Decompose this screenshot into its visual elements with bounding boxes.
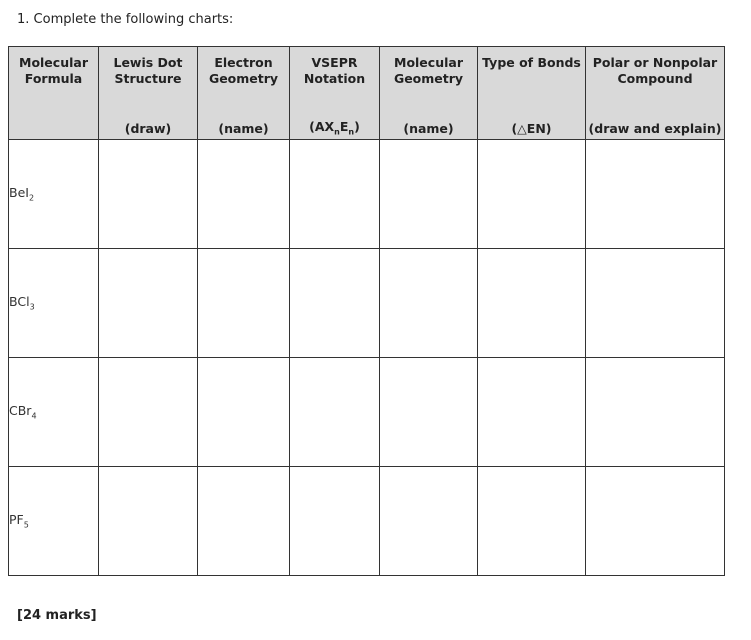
answer-cell[interactable] bbox=[198, 467, 290, 576]
answer-cell[interactable] bbox=[198, 140, 290, 249]
answer-cell[interactable] bbox=[290, 249, 380, 358]
table-row bbox=[9, 249, 725, 358]
answer-cell[interactable] bbox=[478, 249, 586, 358]
answer-cell[interactable] bbox=[99, 249, 198, 358]
answer-cell[interactable] bbox=[586, 358, 725, 467]
formula-cell: BCl$_3$ bbox=[9, 249, 99, 358]
answer-cell[interactable] bbox=[290, 358, 380, 467]
molecular-chart-table bbox=[8, 46, 725, 576]
header-molecular-geometry: Molecular Geometry (name) bbox=[380, 47, 478, 140]
formula-cell: $PF_5$ bbox=[9, 467, 99, 576]
table-row bbox=[9, 467, 725, 576]
formula-cell: BeI$_2$ bbox=[9, 140, 99, 249]
header-lewis-dot-structure: Lewis Dot Structure (draw) bbox=[99, 47, 198, 140]
answer-cell[interactable] bbox=[99, 467, 198, 576]
answer-cell[interactable] bbox=[99, 140, 198, 249]
answer-cell[interactable] bbox=[198, 358, 290, 467]
answer-cell[interactable] bbox=[380, 467, 478, 576]
answer-cell[interactable] bbox=[380, 140, 478, 249]
marks-label: [24 marks] bbox=[17, 608, 97, 623]
header-polar-nonpolar: Polar or Nonpolar Compound (draw and explain) bbox=[586, 47, 725, 140]
table-row bbox=[9, 140, 725, 249]
question-text: 1. Complete the following charts: bbox=[17, 12, 234, 27]
answer-cell[interactable] bbox=[478, 140, 586, 249]
header-electron-geometry: Electron Geometry (name) bbox=[198, 47, 290, 140]
answer-cell[interactable] bbox=[99, 358, 198, 467]
answer-cell[interactable] bbox=[586, 249, 725, 358]
table-row bbox=[9, 358, 725, 467]
formula-cell: CBr$_4$ bbox=[9, 358, 99, 467]
answer-cell[interactable] bbox=[380, 249, 478, 358]
answer-cell[interactable] bbox=[478, 467, 586, 576]
header-vsepr-notation: VSEPR Notation $(AX_nE_n)$ bbox=[290, 47, 380, 140]
vsepr-formula: $(AX_nE_n)$ bbox=[309, 118, 360, 136]
answer-cell[interactable] bbox=[198, 249, 290, 358]
answer-cell[interactable] bbox=[586, 467, 725, 576]
header-molecular-formula: Molecular Formula bbox=[9, 47, 99, 140]
header-row bbox=[9, 47, 725, 140]
answer-cell[interactable] bbox=[586, 140, 725, 249]
header-type-of-bonds: Type of Bonds (△EN) bbox=[478, 47, 586, 140]
answer-cell[interactable] bbox=[290, 140, 380, 249]
answer-cell[interactable] bbox=[290, 467, 380, 576]
answer-cell[interactable] bbox=[380, 358, 478, 467]
answer-cell[interactable] bbox=[478, 358, 586, 467]
